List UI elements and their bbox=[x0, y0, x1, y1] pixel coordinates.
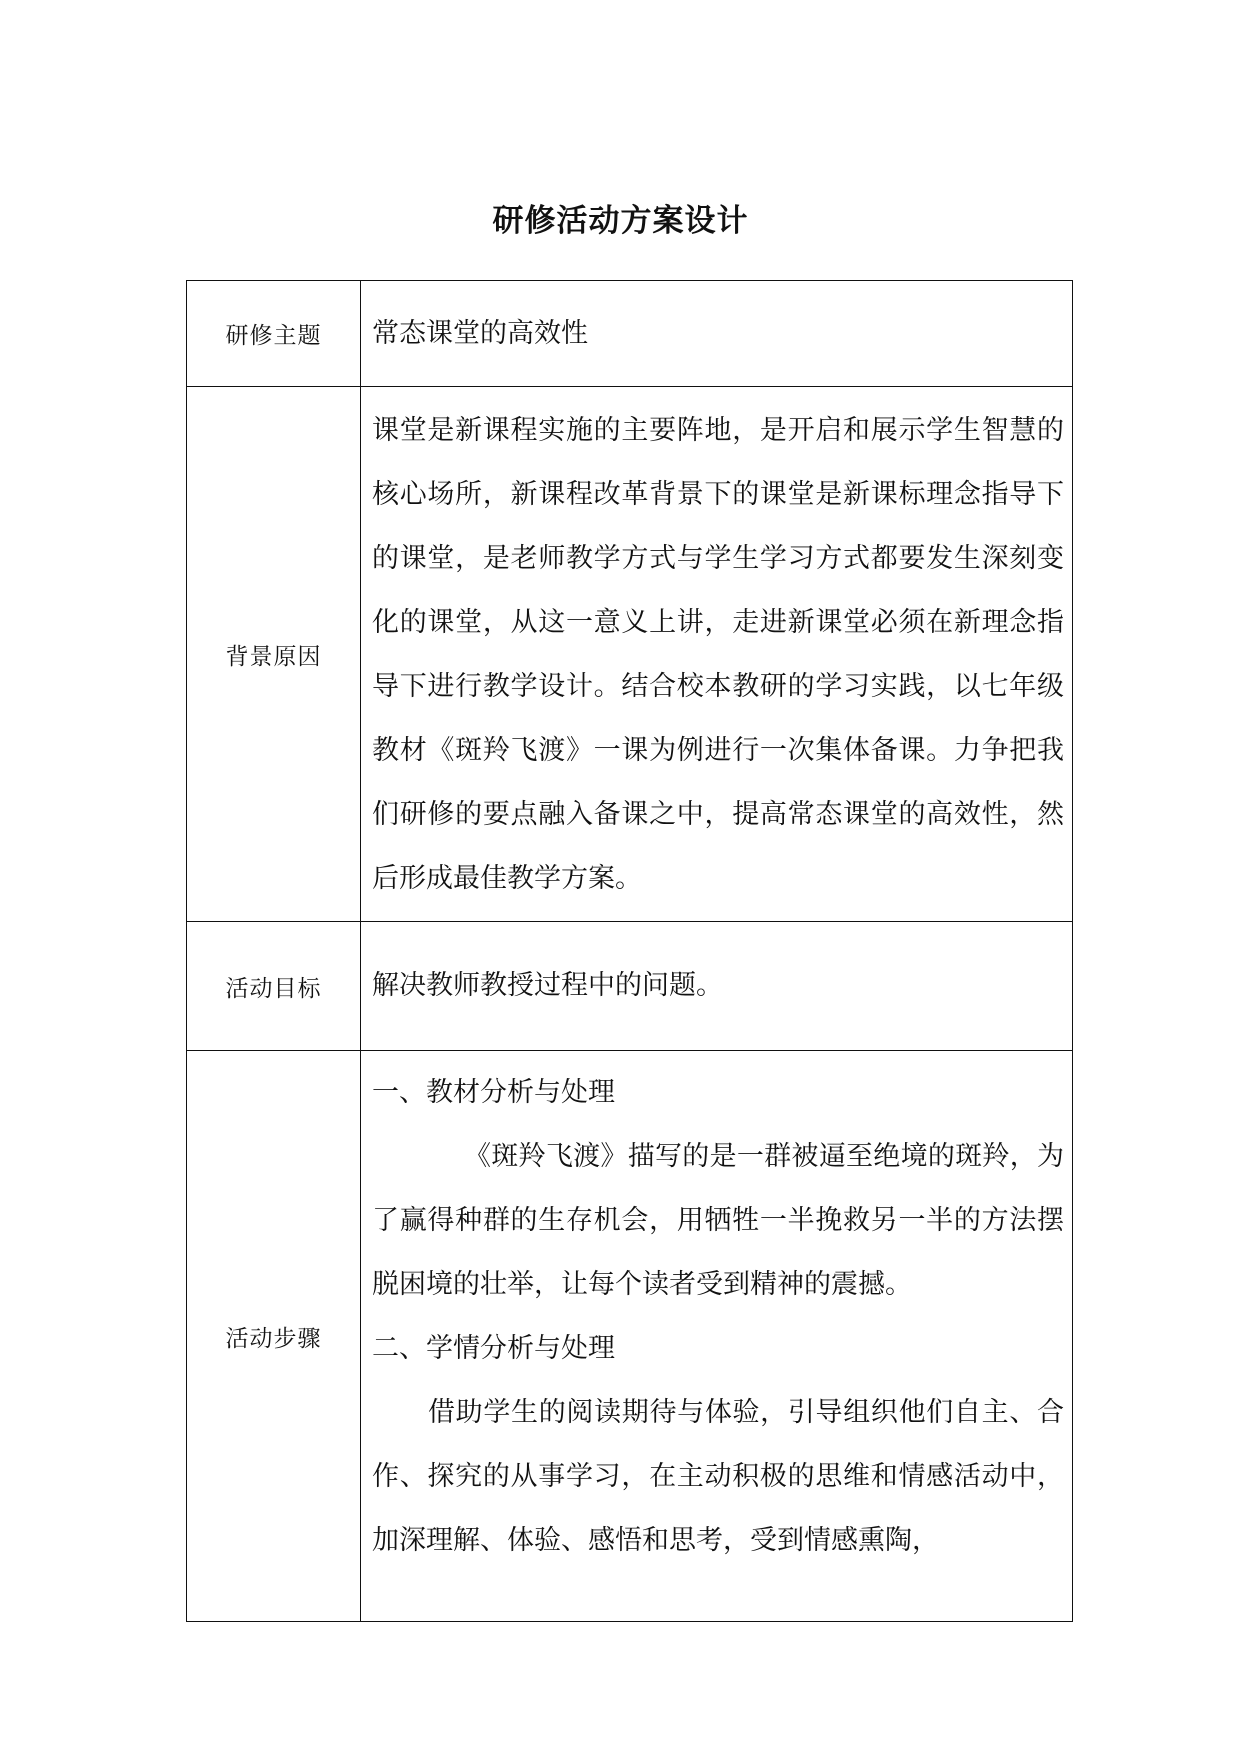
step-body-2: 借助学生的阅读期待与体验，引导组织他们自主、合作、探究的从事学习，在主动积极的思维和情感活动中，加深理解、体验、感悟和思考，受到情感熏陶， bbox=[372, 1397, 1064, 1556]
table-row-theme bbox=[187, 281, 1073, 387]
row-content-steps bbox=[361, 1051, 1073, 1622]
row-content-goal: 解决教师教授过程中的问题。 bbox=[361, 922, 1073, 1051]
activity-plan-table bbox=[186, 280, 1073, 1622]
step-heading-1: 一、教材分析与处理 bbox=[372, 1077, 615, 1108]
document-title: 研修活动方案设计 bbox=[492, 203, 749, 239]
row-label-background: 背景原因 bbox=[187, 387, 361, 922]
step-heading-2: 二、学情分析与处理 bbox=[372, 1333, 615, 1364]
table-row-steps bbox=[187, 1051, 1073, 1622]
row-label-theme: 研修主题 bbox=[187, 281, 361, 387]
row-label-steps: 活动步骤 bbox=[187, 1051, 361, 1622]
table-row-goal bbox=[187, 922, 1073, 1051]
table-row-background bbox=[187, 387, 1073, 922]
row-label-goal: 活动目标 bbox=[187, 922, 361, 1051]
step-body-1: 《斑羚飞渡》描写的是一群被逼至绝境的斑羚，为了赢得种群的生存机会，用牺牲一半挽救另一半的方法摆脱困境的壮举，让每个读者受到精神的震撼。 bbox=[372, 1141, 1064, 1300]
row-content-background: 课堂是新课程实施的主要阵地，是开启和展示学生智慧的核心场所，新课程改革背景下的课堂是新课标理念指导下的课堂，是老师教学方式与学生学习方式都要发生深刻变化的课堂，从这一意义上讲，走进新课堂必须在新理念指导下进行教学设计。结合校本教研的学习实践，以七年级教材《斑羚飞渡》一课为例进行一次集体备课。力争把我们研修的要点融入备课之中，提高常态课堂的高效性，然后形成最佳教学方案。 bbox=[361, 387, 1073, 922]
row-content-theme: 常态课堂的高效性 bbox=[361, 281, 1073, 387]
